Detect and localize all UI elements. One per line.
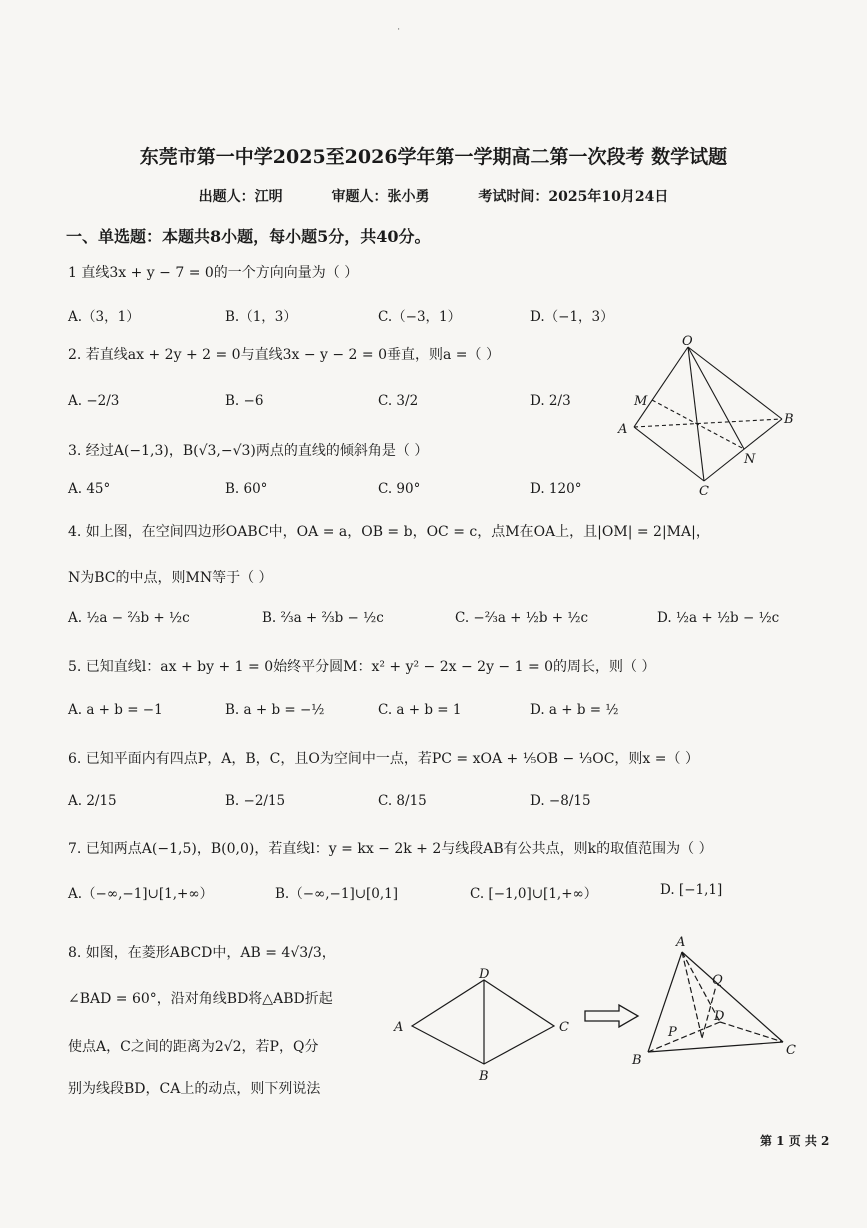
q6-option-c: C. 8/15: [378, 793, 427, 809]
q6-option-d: D. −8/15: [530, 793, 591, 809]
q4-option-a: A. ½a − ⅔b + ½c: [68, 610, 190, 626]
question-4-stem: 4. 如上图，在空间四边形OABC中，OA = a，OB = b，OC = c，点M在OA上，且|OM| = 2|MA|，: [68, 524, 710, 540]
rhombus-label-a: A: [394, 1020, 404, 1035]
q4-option-c: C. −⅔a + ½b + ½c: [455, 610, 589, 626]
tetra-label-n: N: [744, 452, 756, 467]
tetra-label-m: M: [634, 394, 648, 409]
q4-option-d: D. ½a + ½b − ½c: [657, 610, 780, 626]
rhombus-label-d: D: [479, 967, 490, 982]
q7-option-b: B.（−∞,−1]∪[0,1]: [275, 886, 399, 902]
q3-option-b: B. 60°: [225, 481, 268, 497]
question-5-stem: 5. 已知直线l：ax + by + 1 = 0始终平分圆M：x² + y² − 2x − 2y − 1 = 0的周长，则（ ）: [68, 659, 656, 675]
q7-option-c: C. [−1,0]∪[1,+∞）: [470, 886, 598, 902]
folded-label-q: Q: [712, 973, 723, 988]
q5-option-a: A. a + b = −1: [68, 702, 163, 718]
tetrahedron-figure: [612, 335, 802, 500]
reviewer-label: 审题人：张小勇: [331, 189, 430, 205]
setter-label: 出题人：江明: [198, 189, 283, 205]
q6-option-b: B. −2/15: [225, 793, 286, 809]
q1-option-d: D.（−1，3）: [530, 309, 614, 325]
folded-label-a: A: [676, 935, 686, 950]
folded-label-c: C: [786, 1043, 796, 1058]
rhombus-label-b: B: [479, 1069, 489, 1084]
question-2-stem: 2. 若直线ax + 2y + 2 = 0与直线3x − y − 2 = 0垂直，则a =（ ）: [68, 347, 500, 363]
q2-option-c: C. 3/2: [378, 393, 419, 409]
q3-option-c: C. 90°: [378, 481, 421, 497]
folded-label-p: P: [668, 1025, 677, 1040]
q5-option-b: B. a + b = −½: [225, 702, 325, 718]
q6-option-a: A. 2/15: [68, 793, 117, 809]
question-6-stem: 6. 已知平面内有四点P，A，B，C，且O为空间中一点，若PC = xOA + ⅕OB − ⅓OC，则x =（ ）: [68, 751, 699, 767]
exam-meta: [0, 186, 867, 206]
question-7-stem: 7. 已知两点A(−1,5)，B(0,0)，若直线l：y = kx − 2k + 2与线段AB有公共点，则k的取值范围为（ ）: [68, 841, 713, 857]
rhombus-figure: [388, 960, 578, 1085]
rhombus-label-c: C: [559, 1020, 569, 1035]
q1-option-b: B.（1，3）: [225, 309, 297, 325]
q2-option-d: D. 2/3: [530, 393, 571, 409]
question-1-stem: 1 直线3x + y − 7 = 0的一个方向向量为（ ）: [68, 265, 359, 281]
q5-option-d: D. a + b = ½: [530, 702, 619, 718]
q4-option-b: B. ⅔a + ⅔b − ½c: [262, 610, 384, 626]
q1-option-c: C.（−3，1）: [378, 309, 462, 325]
q5-option-c: C. a + b = 1: [378, 702, 462, 718]
tetra-label-o: O: [682, 335, 693, 349]
page-number: 第 1 页 共 2: [760, 1134, 830, 1148]
scan-mark: ': [398, 28, 400, 35]
question-8-line-2: ∠BAD = 60°，沿对角线BD将△ABD折起: [68, 991, 333, 1007]
tetra-label-b: B: [784, 412, 794, 427]
q2-option-a: A. −2/3: [68, 393, 120, 409]
q2-option-b: B. −6: [225, 393, 264, 409]
section-heading: 一、单选题：本题共8小题，每小题5分，共40分。: [66, 227, 431, 246]
question-4-stem-cont: N为BC的中点，则MN等于（ ）: [68, 570, 273, 586]
tetra-label-c: C: [699, 484, 709, 499]
tetra-label-a: A: [618, 422, 628, 437]
exam-time-label: 考试时间：2025年10月24日: [478, 189, 669, 205]
q1-option-a: A.（3，1）: [68, 309, 140, 325]
exam-title: 东莞市第一中学2025至2026学年第一学期高二第一次段考 数学试题: [139, 146, 728, 168]
question-8-line-4: 别为线段BD，CA上的动点，则下列说法: [68, 1081, 321, 1097]
q3-option-a: A. 45°: [68, 481, 111, 497]
q7-option-a: A.（−∞,−1]∪[1,+∞）: [68, 886, 214, 902]
question-8-line-3: 使点A，C之间的距离为2√2，若P，Q分: [68, 1039, 319, 1055]
folded-label-d: D: [714, 1009, 725, 1024]
folded-label-b: B: [632, 1053, 642, 1068]
q7-option-d: D. [−1,1]: [660, 882, 723, 898]
question-3-stem: 3. 经过A(−1,3)，B(√3,−√3)两点的直线的倾斜角是（ ）: [68, 443, 429, 459]
q3-option-d: D. 120°: [530, 481, 582, 497]
folded-figure: [628, 930, 803, 1070]
question-8-line-1: 8. 如图，在菱形ABCD中，AB = 4√3/3，: [68, 945, 336, 961]
